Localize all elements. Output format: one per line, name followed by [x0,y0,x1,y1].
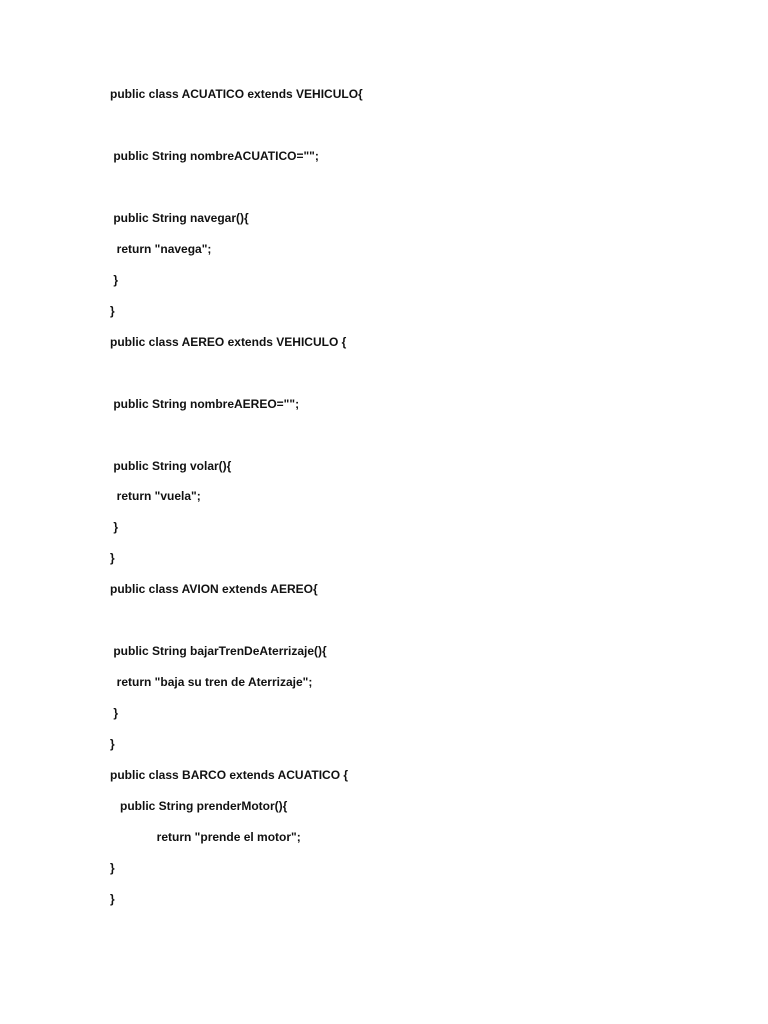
code-line: } [110,304,115,318]
code-line: } [110,892,115,906]
code-line: return "navega"; [110,242,212,256]
code-line: return "baja su tren de Aterrizaje"; [110,675,313,689]
code-line: } [110,706,119,720]
code-line: public String prenderMotor(){ [110,799,288,813]
code-line: public String nombreAEREO=""; [110,397,300,411]
code-line: return "prende el motor"; [110,830,301,844]
code-line: } [110,551,115,565]
code-line: } [110,861,115,875]
code-line: public class AEREO extends VEHICULO { [110,335,347,349]
code-line: public class BARCO extends ACUATICO { [110,768,349,782]
code-line: public String volar(){ [110,459,232,473]
code-line: public class ACUATICO extends VEHICULO{ [110,87,363,101]
code-line: return "vuela"; [110,489,201,503]
code-line: } [110,737,115,751]
code-line: } [110,520,119,534]
code-line: public String nombreACUATICO=""; [110,149,319,163]
code-line: public String bajarTrenDeAterrizaje(){ [110,644,327,658]
code-line: public String navegar(){ [110,211,249,225]
code-line: } [110,273,119,287]
code-line: public class AVION extends AEREO{ [110,582,318,596]
